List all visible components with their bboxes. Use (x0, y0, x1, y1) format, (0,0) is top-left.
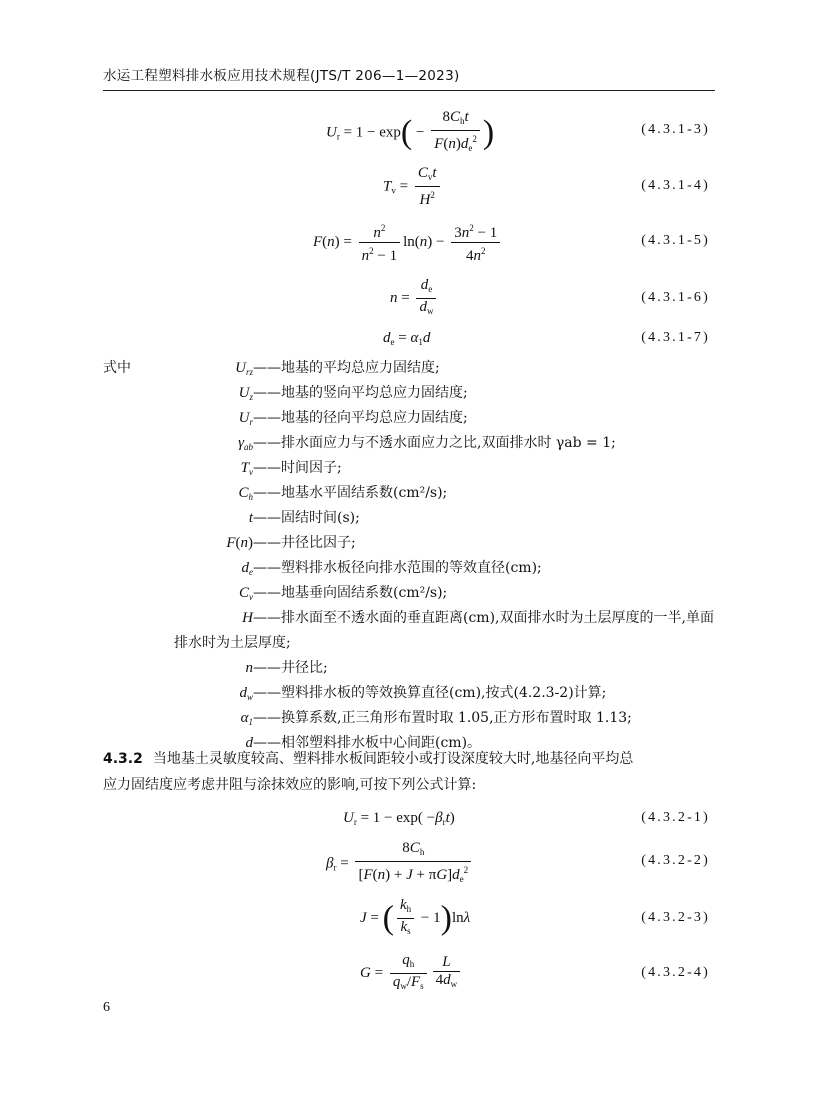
variable-symbol: $C_v$ (238, 585, 253, 602)
variable-symbol: $\gamma_{ab}$ (238, 435, 253, 452)
variable-row (103, 606, 723, 631)
equation-number: (4.3.2-4) (641, 965, 710, 980)
variable-row (103, 481, 723, 506)
variable-symbol: $d_w$ (239, 685, 253, 702)
variable-symbol: $U_r$ (238, 410, 253, 427)
variable-definitions (103, 356, 723, 756)
variable-row (103, 581, 723, 606)
variable-definition: ——地基垂向固结系数(cm²/s); (253, 585, 448, 601)
variable-row (103, 681, 723, 706)
variable-definition: ——塑料排水板的等效换算直径(cm),按式(4.2.3-2)计算; (253, 685, 607, 701)
variable-row (103, 356, 723, 381)
equation-4-3-2-3 (150, 893, 710, 941)
equation-number: (4.3.2-1) (641, 810, 710, 825)
variable-definition: ——地基的平均总应力固结度; (253, 360, 440, 376)
variable-row (103, 381, 723, 406)
variable-symbol: $T_v$ (240, 460, 253, 477)
variable-row (103, 556, 723, 581)
variable-definition: ——时间因子; (253, 460, 342, 476)
section-4-3-2-paragraph (103, 746, 715, 798)
equation-number: (4.3.1-5) (641, 233, 710, 248)
equation-4-3-1-7 (150, 328, 710, 350)
variable-row (103, 706, 723, 731)
variable-definition: ——塑料排水板径向排水范围的等效直径(cm); (253, 560, 542, 576)
page-number: 6 (103, 1000, 110, 1015)
variable-definition: ——井径比因子; (253, 535, 356, 551)
equation-4-3-1-5 (150, 218, 710, 262)
equation-4-3-1-4 (150, 163, 710, 207)
section-number: 4.3.2 (103, 751, 143, 767)
variable-definition: ——排水面应力与不透水面应力之比,双面排水时 γab = 1; (253, 435, 616, 451)
equation-4-3-1-6 (150, 275, 710, 319)
formula: $U_r = 1 - \exp$( − $\frac{8C_ht}{F(n)d_e^2}$ ) (326, 109, 495, 153)
variable-symbol: d (245, 735, 253, 751)
variable-row (103, 531, 723, 556)
paragraph-text: 当地基土灵敏度较高、塑料排水板间距较小或打设深度较大时,地基径向平均总 (152, 751, 634, 767)
paragraph-line: 应力固结度应考虑井阻与涂抹效应的影响,可按下列公式计算: (103, 777, 477, 793)
equation-4-3-2-1 (150, 808, 710, 830)
equation-number: (4.3.1-3) (641, 122, 710, 137)
variable-definition: ——换算系数,正三角形布置时取 1.05,正方形布置时取 1.13; (253, 710, 632, 726)
variable-definition: ——地基的竖向平均总应力固结度; (253, 385, 468, 401)
variable-symbol: t (248, 510, 253, 526)
variable-row (103, 406, 723, 431)
formula: $T_v$ = $\frac{C_vt}{H^2}$ (383, 165, 443, 209)
variable-row (103, 431, 723, 456)
formula: n = $\frac{d_e}{d_w}$ (390, 277, 439, 320)
variable-symbol: $\alpha_1$ (240, 710, 253, 727)
equation-4-3-2-2 (150, 838, 710, 884)
variable-definition: ——地基的径向平均总应力固结度; (253, 410, 468, 426)
running-header (103, 66, 715, 91)
formula: $U_r = 1 - \exp( -\beta_rt)$ (343, 810, 455, 827)
variable-definition-continuation: 排水时为土层厚度; (174, 635, 291, 651)
formula: J = ( $\frac{k_h}{k_s}$ − 1)lnλ (360, 897, 471, 937)
variable-row-continuation (103, 631, 723, 656)
variable-symbol: F(n) (226, 535, 253, 551)
variable-row (103, 656, 723, 681)
formula: F(n) = $\frac{n^2}{n^2 - 1}$ ln(n) − $\frac{3n^2 - 1}{4n^2}$ (313, 220, 503, 265)
variable-definition: ——井径比; (253, 660, 328, 676)
header-title: 水运工程塑料排水板应用技术规程(JTS/T 206—1—2023) (103, 68, 460, 84)
formula: $d_e = \alpha_1d$ (383, 330, 431, 347)
formula: G = $\frac{q_h}{q_w/F_s}$ $\frac{L}{4d_w}$ (360, 952, 463, 995)
equation-number: (4.3.2-3) (641, 910, 710, 925)
equation-number: (4.3.1-6) (641, 290, 710, 305)
variable-definition: ——固结时间(s); (253, 510, 360, 526)
variable-row (103, 456, 723, 481)
variable-definition: ——相邻塑料排水板中心间距(cm)。 (253, 735, 482, 751)
equation-number: (4.3.1-7) (641, 330, 710, 345)
variable-definition: ——地基水平固结系数(cm²/s); (253, 485, 448, 501)
variable-row (103, 506, 723, 531)
equation-number: (4.3.1-4) (641, 178, 710, 193)
variable-definition: ——排水面至不透水面的垂直距离(cm),双面排水时为土层厚度的一半,单面 (253, 610, 714, 626)
formula: $\beta_r$ = $\frac{8C_h}{[F(n) + J + \pi G]d_e^2}$ (326, 840, 474, 888)
where-label: 式中 (103, 360, 131, 376)
variable-symbol: H (242, 610, 253, 626)
paragraph-line (103, 746, 715, 772)
variable-symbol: $U_z$ (238, 385, 253, 402)
variable-symbol: $d_e$ (241, 560, 253, 577)
variable-symbol: $C_h$ (238, 485, 253, 502)
equation-4-3-1-3 (150, 103, 710, 153)
equation-number: (4.3.2-2) (641, 853, 710, 868)
variable-symbol: n (245, 660, 253, 676)
variable-symbol: $U_{rz}$ (235, 360, 253, 377)
equation-4-3-2-4 (150, 950, 710, 996)
